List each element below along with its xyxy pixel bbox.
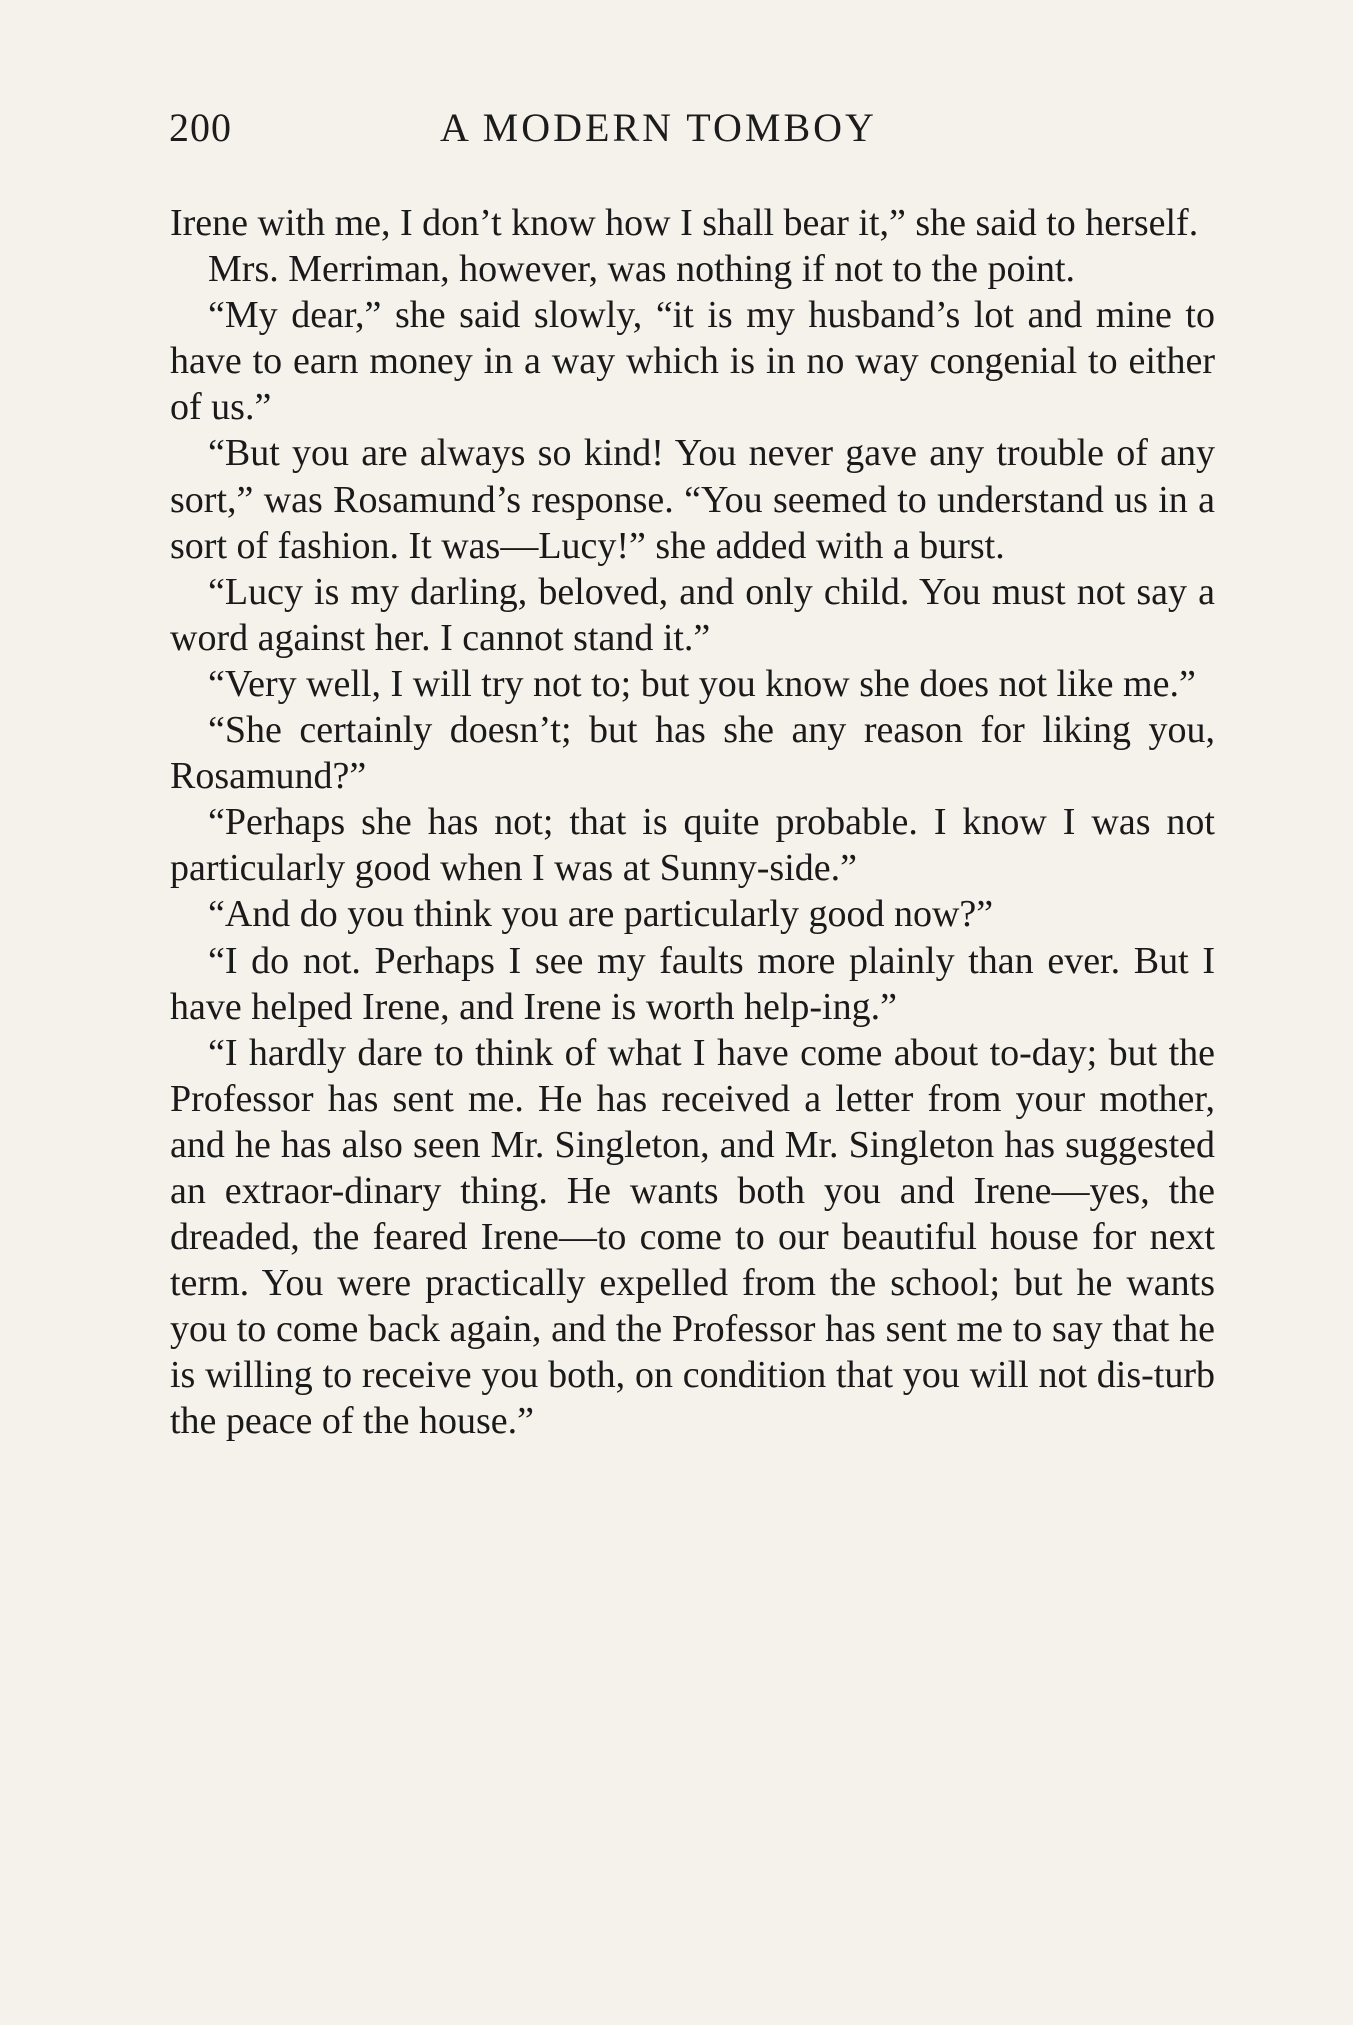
page-number: 200	[169, 105, 232, 150]
paragraph: “I do not. Perhaps I see my faults more plainly than ever. But I have helped Irene, and Irene is worth help-ing.”	[170, 939, 1215, 1028]
paragraph: “Lucy is my darling, beloved, and only child. You must not say a word against her. I cannot stand it.”	[170, 570, 1215, 659]
paragraph: “And do you think you are particularly good now?”	[208, 893, 994, 936]
paragraph: “But you are always so kind! You never gave any trouble of any sort,” was Rosamund’s response. “You seemed to understand us in a sort of fashion. It was—Lucy!” she added with a burst.	[170, 432, 1215, 567]
paragraph: “I hardly dare to think of what I have come about to-day; but the Professor has sent me. He has received a letter from your mother, and he has also seen Mr. Singleton, and Mr. Singleton has suggested an extraor-dinary thing. He wants both you and Irene—yes, the dreaded, the feared Irene—to come to our beautiful house for next term. You were practically expelled from the school; but he wants you to come back again, and the Professor has sent me to say that he is willing to receive you both, on condition that you will not dis-turb the peace of the house.”	[170, 1031, 1215, 1443]
running-head: A MODERN TOMBOY	[440, 105, 877, 150]
paragraph: Irene with me, I don’t know how I shall bear it,” she said to herself.	[170, 202, 1199, 244]
paragraph: “She certainly doesn’t; but has she any reason for liking you, Rosamund?”	[170, 709, 1215, 798]
body-text	[170, 200, 1215, 1445]
paragraph: Mrs. Merriman, however, was nothing if not to the point.	[208, 248, 1076, 291]
paragraph: “My dear,” she said slowly, “it is my husband’s lot and mine to have to earn money in a way which is in no way congenial to either of us.”	[170, 294, 1215, 429]
page-header	[169, 104, 1215, 164]
paragraph: “Perhaps she has not; that is quite probable. I know I was not particularly good when I was at Sunny-side.”	[170, 801, 1215, 890]
paragraph: “Very well, I will try not to; but you know she does not like me.”	[208, 662, 1196, 705]
